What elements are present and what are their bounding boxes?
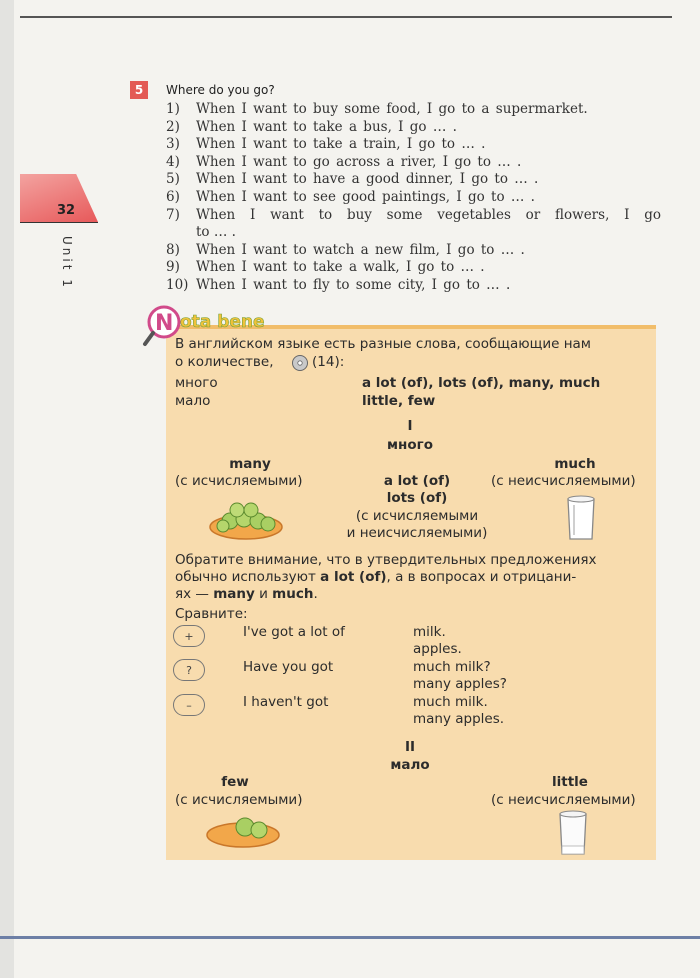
few-word: few — [221, 774, 249, 790]
list-item: 10) When I want to fly to some city, I go to … . — [166, 276, 511, 293]
uncountable-label: (с неисчисляемыми) — [491, 473, 636, 489]
section-2-number: II — [404, 739, 416, 755]
plus-sign-badge: + — [173, 625, 205, 647]
section-1-number: I — [407, 418, 413, 434]
bottom-rule — [0, 936, 700, 939]
positive-example-a: milk. — [413, 624, 446, 640]
list-item-continuation: to … . — [196, 224, 236, 241]
list-item: 9) When I want to take a walk, I go to … . — [166, 259, 485, 276]
list-item: 3) When I want to take a train, I go to … . — [166, 136, 486, 153]
list-item: 7) When I want to buy some vegetables or flowers, I go — [166, 206, 661, 223]
phrase-positive: I've got a lot of — [243, 624, 345, 640]
intro-line-2b: (14): — [312, 354, 345, 370]
page-number: 32 — [57, 203, 76, 218]
much-word: much — [554, 456, 596, 472]
negative-example-b: many apples. — [413, 711, 505, 727]
intro-line-2a: о количестве, — [175, 354, 274, 370]
audio-disc-icon — [291, 354, 309, 372]
minus-sign-badge: – — [173, 694, 205, 716]
question-example-a: much milk? — [413, 659, 491, 675]
uncountable-label-2: (с неисчисляемыми) — [491, 792, 636, 808]
plate-of-apples-image — [208, 497, 284, 541]
note-line-3: ях — many и much. — [175, 586, 318, 602]
exercise-list — [166, 101, 661, 295]
svg-text:ota bene: ota bene — [180, 312, 265, 332]
svg-text:N: N — [155, 311, 174, 336]
section-2-title: мало — [390, 757, 430, 773]
many-ru: много — [175, 375, 218, 391]
page-gutter — [0, 0, 14, 978]
countable-label: (с исчисляемыми) — [175, 473, 303, 489]
countable-label-2: (с исчисляемыми) — [175, 792, 303, 808]
few-en: little, few — [362, 393, 436, 409]
many-en: a lot (of), lots (of), many, much — [362, 375, 601, 391]
list-item: 6) When I want to see good paintings, I go to … . — [166, 188, 535, 205]
glass-little-milk-image — [557, 810, 589, 858]
many-word: many — [229, 456, 271, 472]
list-item: 2) When I want to take a bus, I go … . — [166, 118, 457, 135]
little-word: little — [552, 774, 588, 790]
few-ru: мало — [175, 393, 211, 409]
both-label-2: и неисчисляемыми) — [346, 525, 488, 541]
question-example-b: many apples? — [413, 676, 507, 692]
positive-example-b: apples. — [413, 641, 462, 657]
negative-example-a: much milk. — [413, 694, 488, 710]
intro-line-1: В английском языке есть разные слова, сообщающие нам — [175, 336, 591, 352]
section-1-title: много — [387, 437, 433, 453]
phrase-negative: I haven't got — [243, 694, 329, 710]
exercise-title: Where do you go? — [166, 83, 275, 97]
tab-divider — [20, 222, 98, 223]
list-item: 5) When I want to have a good dinner, I go to … . — [166, 171, 539, 188]
exercise-number: 5 — [130, 81, 148, 99]
question-sign-badge: ? — [173, 659, 205, 681]
compare-label: Сравните: — [175, 606, 248, 622]
glass-of-milk-image — [565, 495, 597, 543]
note-line-2: обычно используют a lot (of), а в вопросах и отрицани- — [175, 569, 577, 585]
a-lot-word: a lot (of) — [383, 473, 451, 489]
list-item: 1) When I want to buy some food, I go to a supermarket. — [166, 101, 588, 117]
plate-of-few-apples-image — [205, 810, 281, 850]
top-rule — [20, 16, 672, 18]
phrase-question: Have you got — [243, 659, 334, 675]
note-line-1: Обратите внимание, что в утвердительных предложениях — [175, 552, 597, 568]
both-label-1: (с исчисляемыми — [355, 508, 479, 524]
list-item: 8) When I want to watch a new film, I go to … . — [166, 241, 525, 258]
list-item: 4) When I want to go across a river, I go to … . — [166, 153, 522, 170]
lots-word: lots (of) — [386, 490, 448, 506]
unit-label: Unit 1 — [60, 236, 74, 290]
